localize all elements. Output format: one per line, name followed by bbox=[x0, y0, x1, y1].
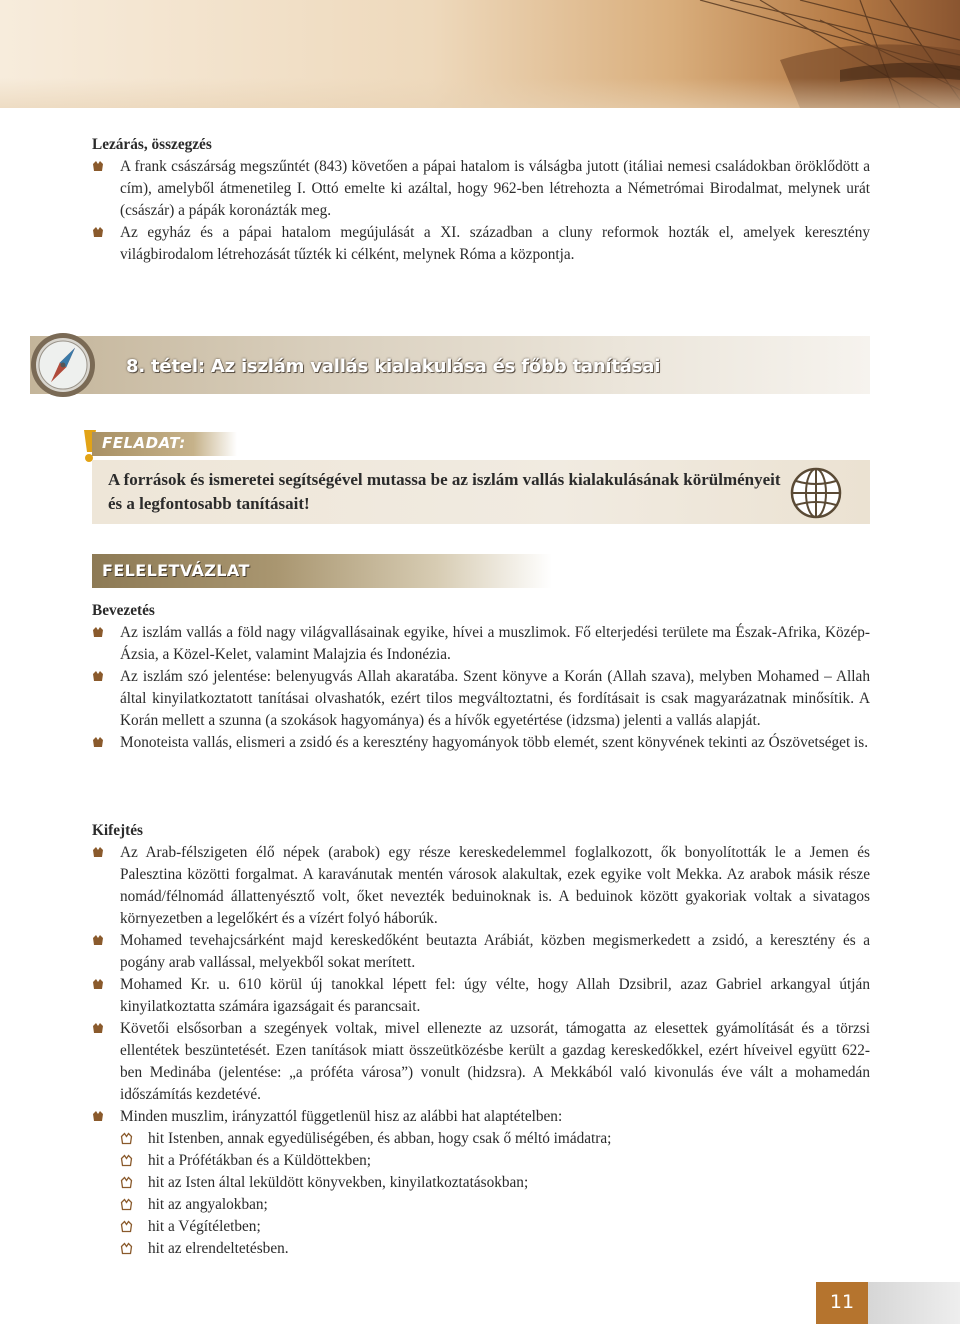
list-item: Az egyház és a pápai hatalom megújulását a XI. században a cluny reformok hozták el, amelyek keresztény világbirodalom létrehozását tűzték ki célként, melynek Róma a központja. bbox=[92, 222, 870, 266]
outline-bullet-icon bbox=[120, 1176, 133, 1189]
outline-bullet-icon bbox=[120, 1154, 133, 1167]
list-item: Mohamed Kr. u. 610 körül új tanokkal lépett fel: úgy vélte, hogy Allah Dzsibril, azaz Gabriel arkangyal útján kinyilatkoztatta számára igazságait és parancsait. bbox=[92, 974, 870, 1018]
list-item: Mohamed tevehajcsárként majd kereskedőként beutazta Arábiát, közben megismerkedett a zsidó, a keresztény és a pogány arab vallással, melyekből sokat merített. bbox=[92, 930, 870, 974]
development-section bbox=[92, 820, 870, 1260]
list-item: Követői elsősorban a szegények voltak, mivel ellenezte az uzsorát, támogatta az elesettek gyámolítását és a törzsi ellentétek beszüntetését. Ezen tanítások miatt összeütközésbe került a gazdag kereskedőkkel, ezért híveivel együtt 622-ben Medinába (jelentése: „a próféta városa”) vonult (hidzsra). A Mekkából való kivonulás éve vált a mohamedán időszámítás kezdetévé. bbox=[92, 1018, 870, 1106]
bullet-icon bbox=[92, 846, 104, 858]
bullet-icon bbox=[92, 978, 104, 990]
list-item: Minden muszlim, irányzattól függetlenül hisz az alábbi hat alaptételben: bbox=[92, 1106, 870, 1128]
sub-list-item: hit a Prófétákban és a Küldöttekben; bbox=[92, 1150, 870, 1172]
list-item: Monoteista vallás, elismeri a zsidó és a keresztény hagyományok több elemét, szent könyvének tekinti az Ószövetséget is. bbox=[92, 732, 870, 754]
outline-bullet-icon bbox=[120, 1242, 133, 1255]
topic-title: 8. tétel: Az iszlám vallás kialakulása és főbb tanításai bbox=[126, 356, 661, 377]
closing-section bbox=[92, 134, 870, 266]
sub-list-item: hit az Isten által leküldött könyvekben, kinyilatkoztatásokban; bbox=[92, 1172, 870, 1194]
footer-gradient bbox=[868, 1282, 960, 1324]
sub-list-item: hit Istenben, annak egyedüliségében, és abban, hogy csak ő méltó imádatra; bbox=[92, 1128, 870, 1150]
intro-section bbox=[92, 600, 870, 754]
sub-list-item: hit az angyalokban; bbox=[92, 1194, 870, 1216]
section-heading: Kifejtés bbox=[92, 822, 143, 839]
bullet-icon bbox=[92, 736, 104, 748]
bullet-icon bbox=[92, 226, 104, 238]
outline-bullet-icon bbox=[120, 1220, 133, 1233]
bullet-icon bbox=[92, 1110, 104, 1122]
section-heading: Lezárás, összegzés bbox=[92, 136, 212, 153]
list-item: Az iszlám szó jelentése: belenyugvás Allah akaratába. Szent könyve a Korán (Allah szava), melyben Mohamed – Allah által kinyilatkoztatott tanításai olvashatók, ezért tilos megváltoztatni, és fordításait is csak magyarázatnak minősítik. A Korán mellett a szunna (a szokások hagyománya) és a hívők egyetértése (idzsma) jelenti a vallás alapját. bbox=[92, 666, 870, 732]
outline-bullet-icon bbox=[120, 1198, 133, 1211]
bullet-icon bbox=[92, 934, 104, 946]
bullet-icon bbox=[92, 670, 104, 682]
task-text: A források és ismeretei segítségével mutassa be az iszlám vallás kialakulásának körülményeit és a legfontosabb tanításait! bbox=[108, 470, 781, 513]
outline-bullet-icon bbox=[120, 1132, 133, 1145]
list-item: A frank császárság megszűntét (843) követően a pápai hatalom is válságba jutott (itáliai nemesi családokban öröklődött a cím), amelyből átmenetileg I. Ottó emelte ki azáltal, hogy 962-ben létrehozta a Németrómai Birodalmat, melynek urát (császár) a pápák koronázták meg. bbox=[92, 156, 870, 222]
header-banner-image bbox=[0, 0, 960, 108]
page-number-box bbox=[816, 1282, 868, 1324]
list-item: Az Arab-félszigeten élő népek (arabok) egy része kereskedelemmel foglalkozott, ők bonyolították le a Jemen és Palesztina közötti forgalmat. A karavánutak mentén városok alakultak, ezek egyike volt Mekka. Az arabok másik része nomád/félnomád állattenyésztő volt, őket nevezték beduinoknak is. A beduinok között gyakoriak voltak a sivatagos környezetben a legelőkért és a vízért folyó háborúk. bbox=[92, 842, 870, 930]
sub-list-item: hit az elrendeltetésben. bbox=[92, 1238, 870, 1260]
bullet-icon bbox=[92, 160, 104, 172]
section-heading: Bevezetés bbox=[92, 602, 155, 619]
list-item: Az iszlám vallás a föld nagy világvallásainak egyike, hívei a muszlimok. Fő elterjedési területe ma Észak-Afrika, Közép-Ázsia, a Közel-Kelet, valamint Malajzia és Indonézia. bbox=[92, 622, 870, 666]
bullet-icon bbox=[92, 1022, 104, 1034]
sub-list-item: hit a Végítéletben; bbox=[92, 1216, 870, 1238]
compass-icon bbox=[28, 330, 98, 400]
globe-icon bbox=[790, 467, 842, 519]
outline-label-bar: FELELETVÁZLAT bbox=[92, 554, 552, 588]
task-label: FELADAT: bbox=[92, 432, 237, 456]
bullet-icon bbox=[92, 626, 104, 638]
page-number: 11 bbox=[829, 1291, 855, 1313]
